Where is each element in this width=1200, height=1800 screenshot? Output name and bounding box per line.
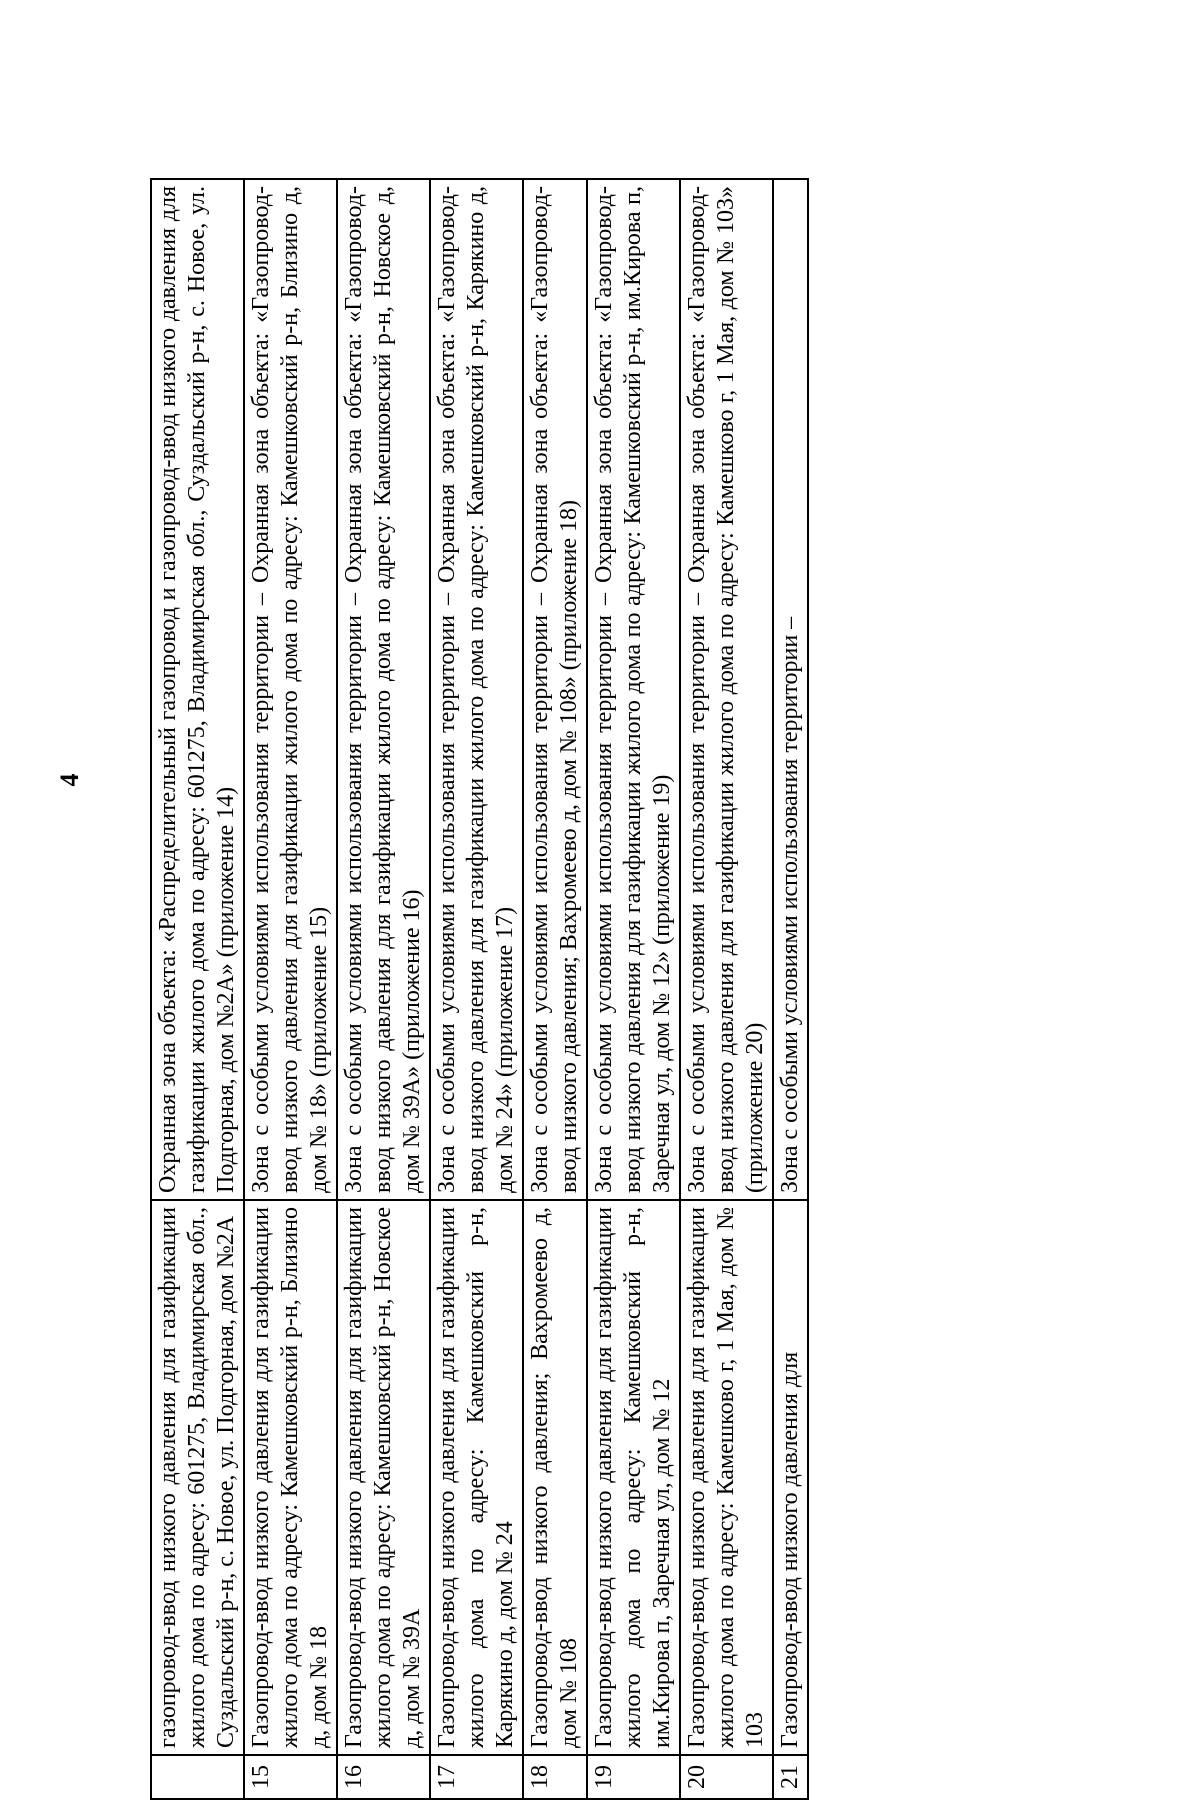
row-number: 18	[523, 1755, 587, 1799]
zone-description: Зона с особыми условиями использования территории – Охранная зона объекта: «Газопровод-ввод низкого давления для газификации жилого дома по адресу: Камешковский р-н, Близино д, дом № 18» (приложение 15)	[244, 179, 337, 1200]
row-number: 16	[337, 1755, 430, 1799]
row-number: 20	[680, 1755, 773, 1799]
table-row	[244, 179, 337, 1799]
zone-description: Зона с особыми условиями использования территории – Охранная зона объекта: «Газопровод-ввод низкого давления для газификации жилого дома по адресу: Камешковский р-н, Карякино д, дом № 24» (приложение 17)	[430, 179, 523, 1200]
object-description: Газопровод-ввод низкого давления для газификации жилого дома по адресу: Камешковский р-н, Карякино д, дом № 24	[430, 1200, 523, 1755]
table-row	[151, 179, 244, 1799]
zone-description: Зона с особыми условиями использования территории – Охранная зона объекта: «Газопровод-ввод низкого давления для газификации жилого дома по адресу: Камешково г, 1 Мая, дом № 103» (приложение 20)	[680, 179, 773, 1200]
object-description: Газопровод-ввод низкого давления для газификации жилого дома по адресу: Камешковский р-н, Новское д, дом № 39А	[337, 1200, 430, 1755]
row-number: 15	[244, 1755, 337, 1799]
zone-description: Зона с особыми условиями использования территории – Охранная зона объекта: «Газопровод-ввод низкого давления для газификации жилого дома по адресу: Камешковский р-н, Новское д, дом № 39А» (приложение 16)	[337, 179, 430, 1200]
row-number	[151, 1755, 244, 1799]
zone-description: Зона с особыми условиями использования территории –	[773, 179, 808, 1200]
table-row	[523, 179, 587, 1799]
object-description: Газопровод-ввод низкого давления для	[773, 1200, 808, 1755]
rotated-document-sheet	[55, 180, 1050, 1800]
zone-description: Зона с особыми условиями использования территории – Охранная зона объекта: «Газопровод-ввод низкого давления для газификации жилого дома по адресу: Камешковский р-н, им.Кирова п, Заречная ул, дом № 12» (приложение 19)	[587, 179, 680, 1200]
object-description: Газопровод-ввод низкого давления для газификации жилого дома по адресу: Камешковский р-н, им.Кирова п, Заречная ул, дом № 12	[587, 1200, 680, 1755]
object-description: Газопровод-ввод низкого давления; Вахромеево д, дом № 108	[523, 1200, 587, 1755]
table-row	[587, 179, 680, 1799]
table-row	[430, 179, 523, 1799]
table-row	[680, 179, 773, 1799]
zones-table	[150, 178, 809, 1800]
row-number: 19	[587, 1755, 680, 1799]
zone-description: Охранная зона объекта: «Распределительный газопровод и газопровод-ввод низкого давления для газификации жилого дома по адресу: 601275, Владимирская обл., Суздальский р-н, с. Новое, ул. Подгорная, дом №2А» (приложение 14)	[151, 179, 244, 1200]
row-number: 21	[773, 1755, 808, 1799]
object-description: газопровод-ввод низкого давления для газификации жилого дома по адресу: 601275, Владимирская обл., Суздальский р-н, с. Новое, ул. Подгорная, дом №2А	[151, 1200, 244, 1755]
zone-description: Зона с особыми условиями использования территории – Охранная зона объекта: «Газопровод-ввод низкого давления; Вахромеево д, дом № 108» (приложение 18)	[523, 179, 587, 1200]
table-row	[773, 179, 808, 1799]
object-description: Газопровод-ввод низкого давления для газификации жилого дома по адресу: Камешковский р-н, Близино д, дом № 18	[244, 1200, 337, 1755]
table-row	[337, 179, 430, 1799]
page-number: 4	[55, 773, 84, 787]
row-number: 17	[430, 1755, 523, 1799]
object-description: Газопровод-ввод низкого давления для газификации жилого дома по адресу: Камешково г, 1 Мая, дом № 103	[680, 1200, 773, 1755]
